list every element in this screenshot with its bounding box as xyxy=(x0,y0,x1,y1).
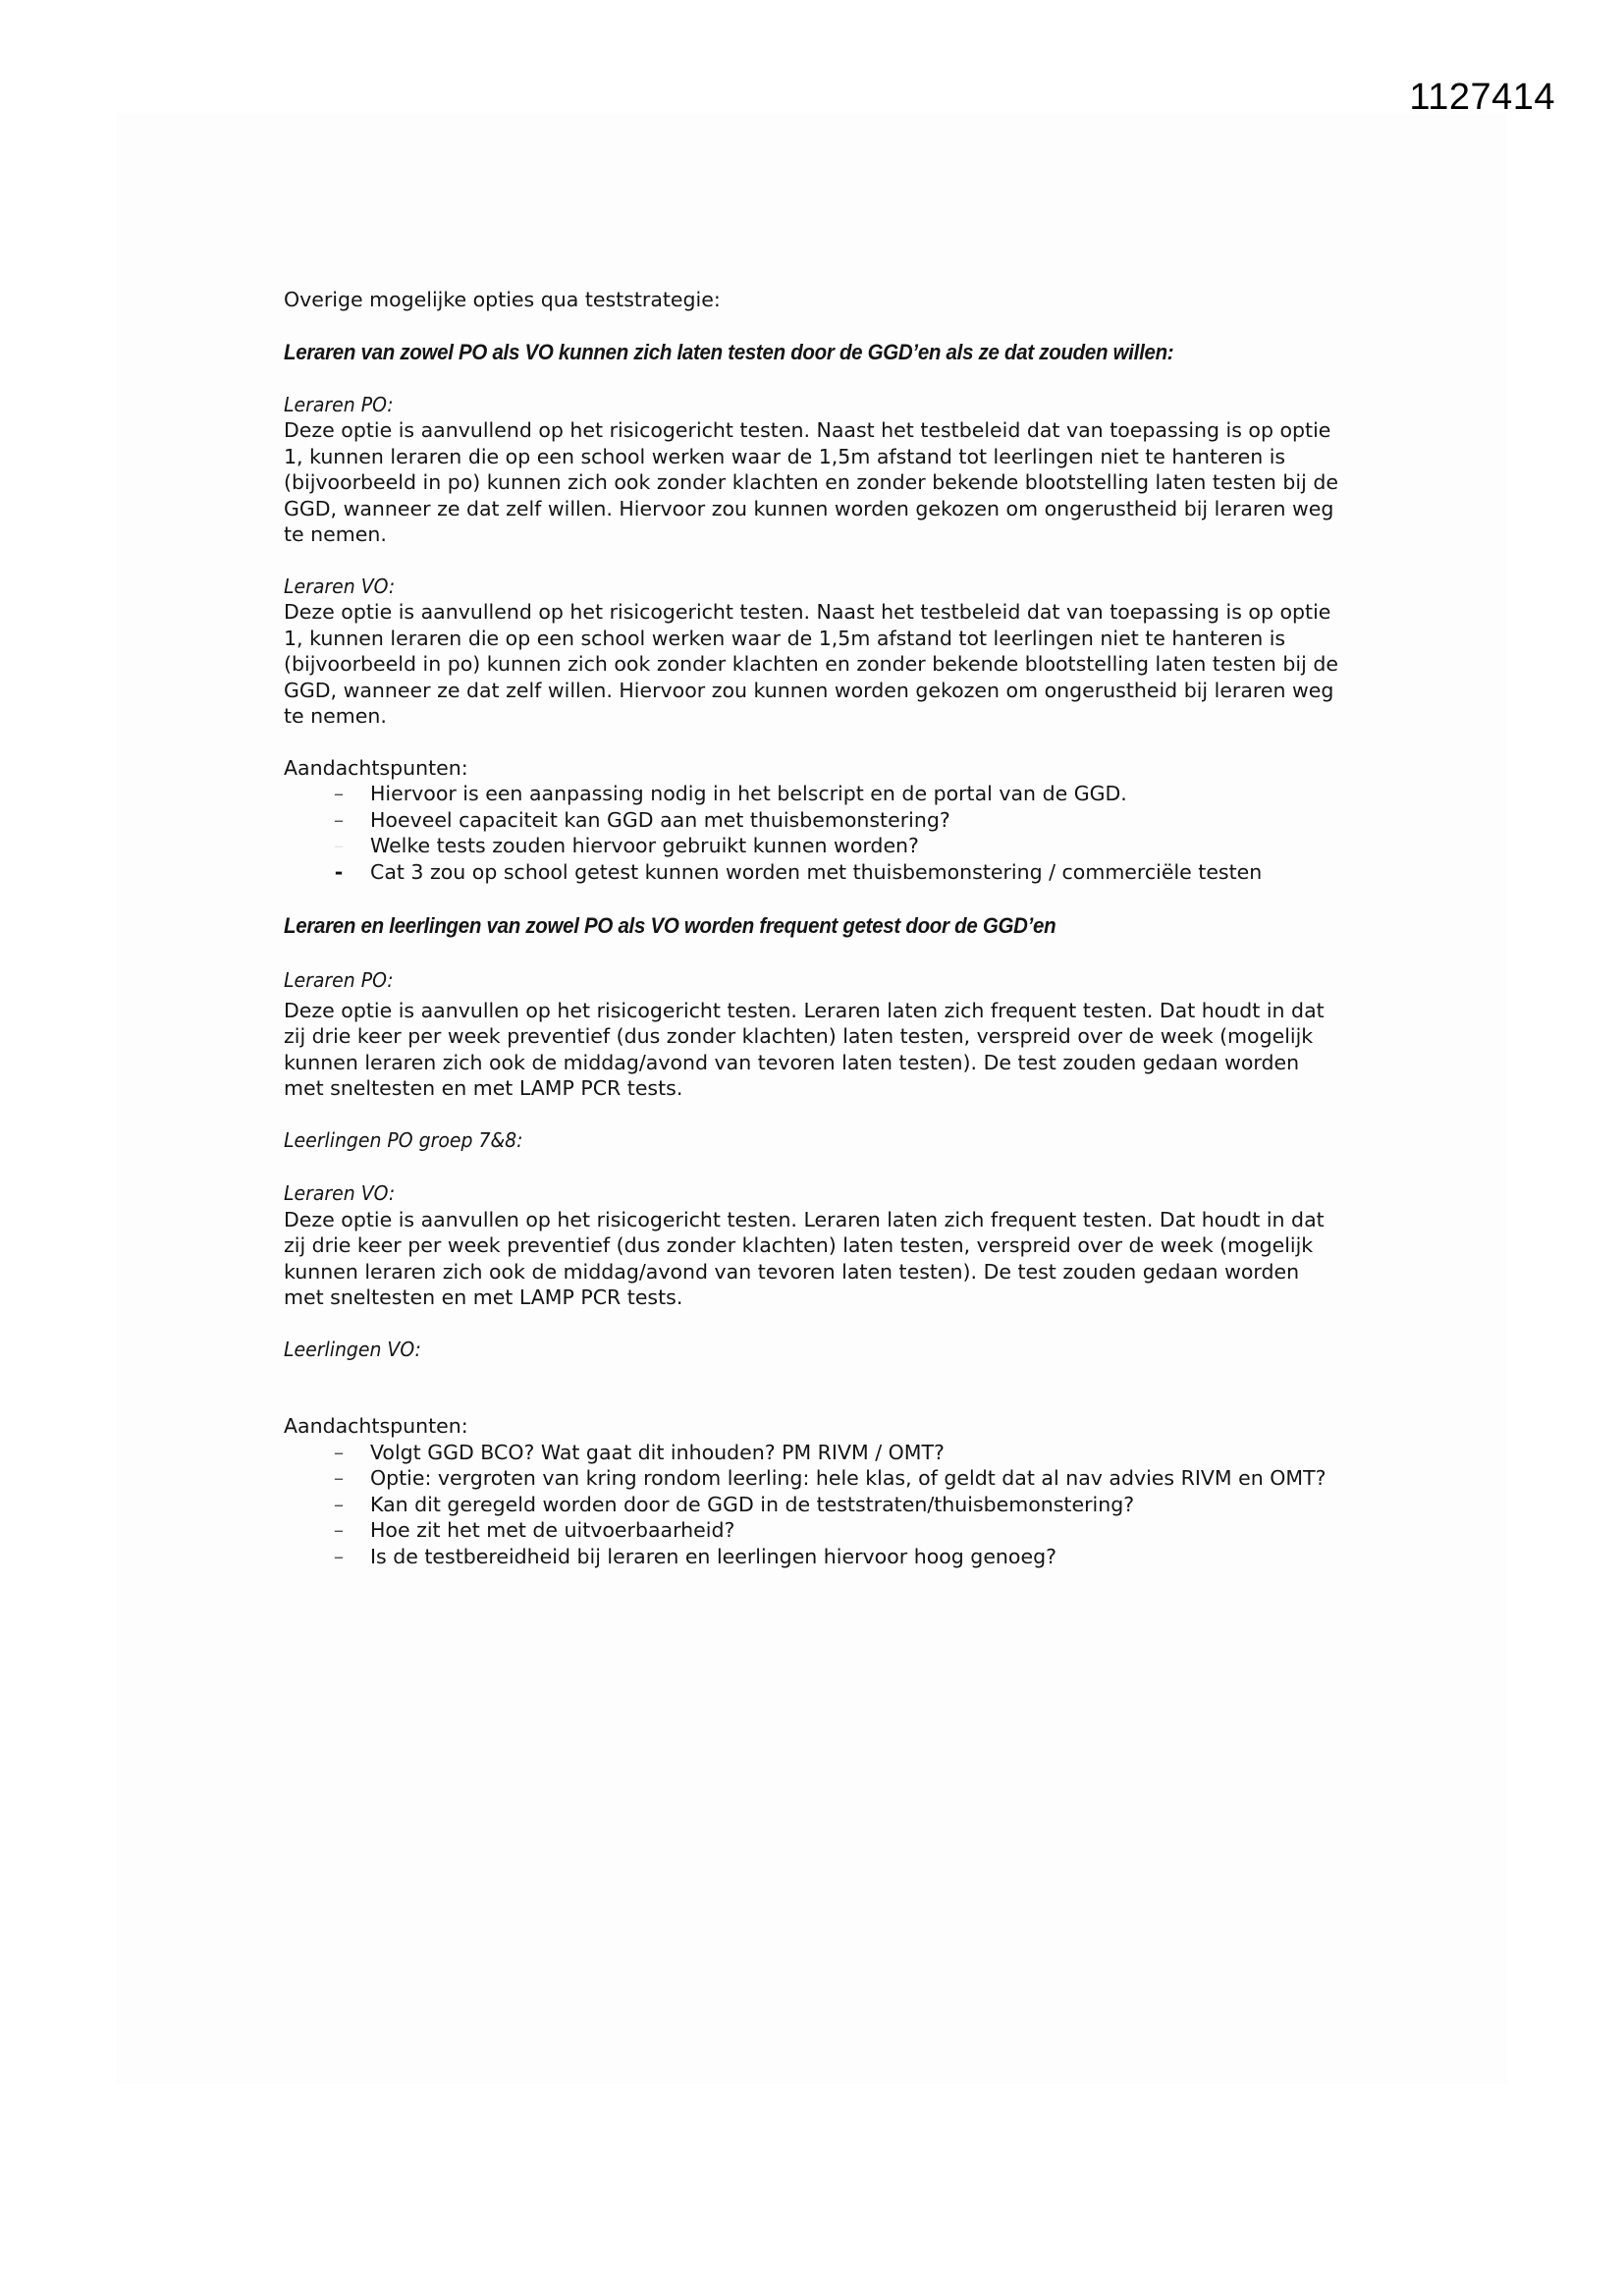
section1-leraren-po-text: Deze optie is aanvullend op het risicogericht testen. Naast het testbeleid dat van toepassing is op optie 1, kunnen leraren die op een school werken waar de 1,5m afstand tot leerlingen niet te hanteren is (bijvoorbeeld in po) kunnen zich ook zonder klachten en zonder bekende blootstelling laten testen bij de GGD, wanneer ze dat zelf willen. Hiervoor zou kunnen worden gekozen om ongerustheid bij leraren weg te nemen. xyxy=(284,418,1338,546)
list-item-text: Kan dit geregeld worden door de GGD in de teststraten/thuisbemonstering? xyxy=(370,1492,1135,1516)
dash-bullet-icon: - xyxy=(334,859,344,884)
list-item-text: Optie: vergroten van kring rondom leerling: hele klas, of geldt dat al nav advies RIVM en OMT? xyxy=(370,1466,1326,1490)
list-item-text: Hoe zit het met de uitvoerbaarheid? xyxy=(370,1518,735,1542)
section2-aandachtspunten-label: Aandachtspunten: xyxy=(284,1414,468,1438)
section2-heading: Leraren en leerlingen van zowel PO als VO worden frequent getest door de GGD’en xyxy=(284,913,1056,938)
section2-leraren-vo-text: Deze optie is aanvullen op het risicogericht testen. Leraren laten zich frequent testen. Dat houdt in dat zij drie keer per week preventief (dus zonder klachten) laten testen, verspreid over de week (mogelijk kunnen leraren zich ook de middag/avond van tevoren laten testen). De test zouden gedaan worden met sneltesten en met LAMP PCR tests. xyxy=(284,1207,1325,1309)
list-item xyxy=(329,833,1344,859)
section2-leerlingen-vo-label: Leerlingen VO: xyxy=(284,1337,421,1361)
dash-bullet-icon: – xyxy=(333,1440,345,1464)
dash-bullet-icon: – xyxy=(333,782,345,805)
section1-aandachtspunten-label: Aandachtspunten: xyxy=(284,755,468,780)
list-item-text: Volgt GGD BCO? Wat gaat dit inhouden? PM RIVM / OMT? xyxy=(370,1440,945,1464)
dash-bullet-icon: – xyxy=(333,1544,345,1568)
list-item-text: Hoeveel capaciteit kan GGD aan met thuisbemonstering? xyxy=(370,807,950,832)
section2-aandachtspunten-list xyxy=(284,1440,1344,1570)
section1-leraren-po-label: Leraren PO: xyxy=(284,392,394,416)
list-item-text: Hiervoor is een aanpassing nodig in het belscript en de portal van de GGD. xyxy=(370,782,1127,805)
section1-leraren-vo-label: Leraren VO: xyxy=(284,574,396,598)
list-item xyxy=(329,781,1344,807)
section1-aandachtspunten-list xyxy=(284,781,1344,885)
list-item xyxy=(329,1465,1344,1492)
section1-leraren-vo-text: Deze optie is aanvullend op het risicogericht testen. Naast het testbeleid dat van toepassing is op optie 1, kunnen leraren die op een school werken waar de 1,5m afstand tot leerlingen niet te hanteren is (bijvoorbeeld in po) kunnen zich ook zonder klachten en zonder bekende blootstelling laten testen bij de GGD, wanneer ze dat zelf willen. Hiervoor zou kunnen worden gekozen om ongerustheid bij leraren weg te nemen. xyxy=(284,600,1338,728)
list-item xyxy=(329,1544,1344,1570)
section1-heading: Leraren van zowel PO als VO kunnen zich laten testen door de GGD’en als ze dat zouden willen: xyxy=(284,339,1174,364)
document-body xyxy=(284,287,1344,1569)
dash-bullet-icon: – xyxy=(333,1466,345,1490)
dash-bullet-icon: – xyxy=(333,1518,345,1542)
list-item xyxy=(329,1517,1344,1544)
list-item-text: Is de testbereidheid bij leraren en leerlingen hiervoor hoog genoeg? xyxy=(370,1544,1056,1568)
intro-text: Overige mogelijke opties qua teststrategie: xyxy=(284,288,721,311)
list-item xyxy=(329,1440,1344,1466)
document-number: 1127414 xyxy=(1409,77,1555,118)
list-item xyxy=(329,1492,1344,1518)
section2-leraren-vo-label: Leraren VO: xyxy=(284,1181,396,1205)
section2-leraren-po-label: Leraren PO: xyxy=(284,968,394,992)
list-item xyxy=(329,807,1344,834)
dash-bullet-icon: – xyxy=(333,807,345,832)
dash-bullet-icon: – xyxy=(333,834,345,857)
list-item-text: Cat 3 zou op school getest kunnen worden met thuisbemonstering / commerciële testen xyxy=(370,859,1263,884)
list-item-text: Welke tests zouden hiervoor gebruikt kunnen worden? xyxy=(370,834,919,857)
section2-leerlingen-po-label: Leerlingen PO groep 7&8: xyxy=(284,1127,523,1152)
dash-bullet-icon: – xyxy=(333,1492,345,1516)
section2-leraren-po-text: Deze optie is aanvullen op het risicogericht testen. Leraren laten zich frequent testen. Dat houdt in dat zij drie keer per week preventief (dus zonder klachten) laten testen, verspreid over de week (mogelijk kunnen leraren zich ook de middag/avond van tevoren laten testen). De test zouden gedaan worden met sneltesten en met LAMP PCR tests. xyxy=(284,998,1325,1100)
list-item xyxy=(329,859,1344,886)
